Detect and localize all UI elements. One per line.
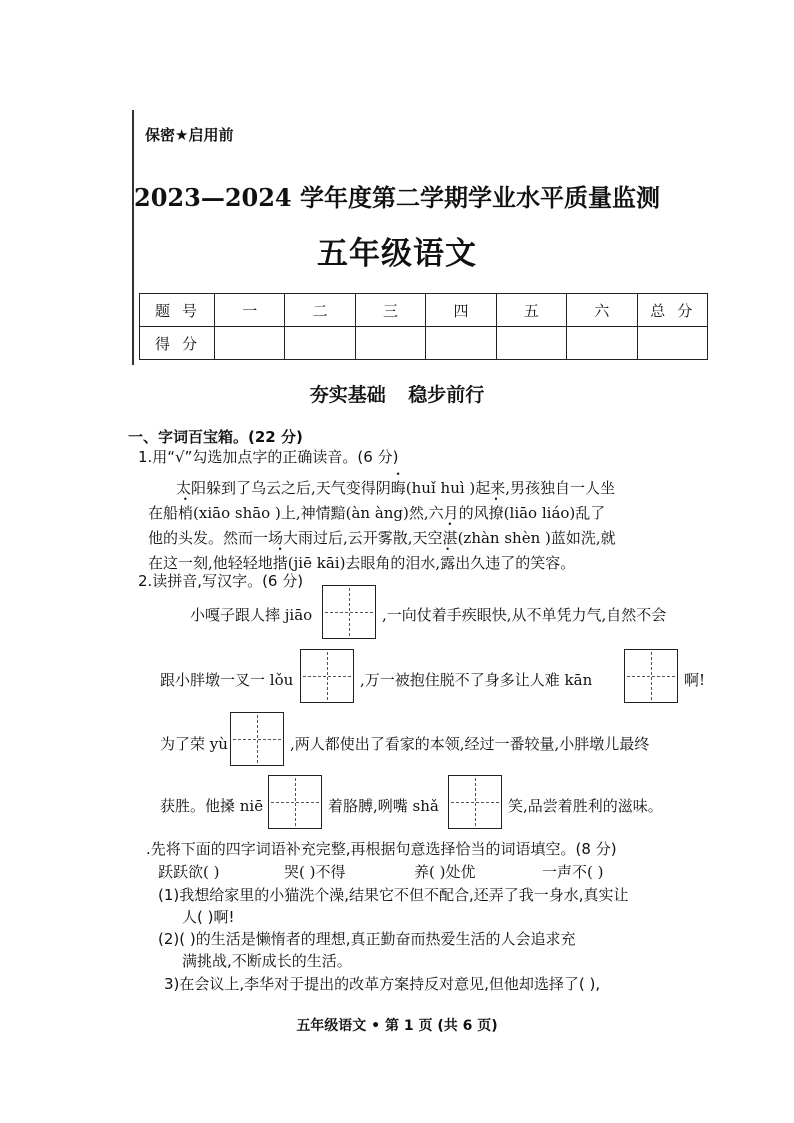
score-cell[interactable] bbox=[567, 327, 637, 360]
dotted-character: 揩 bbox=[272, 554, 288, 572]
text-run: (zhàn shèn )蓝如洗,就 bbox=[457, 529, 616, 547]
text-run: 太阳躲到了乌云之后,天气变得阴 bbox=[176, 479, 391, 497]
score-table-column: 四 bbox=[426, 294, 496, 327]
sentence-line[interactable]: 人( )啊! bbox=[182, 908, 235, 926]
score-table-column: 六 bbox=[567, 294, 637, 327]
score-cell[interactable] bbox=[496, 327, 566, 360]
idiom-blank[interactable]: 一声不( ) bbox=[542, 863, 604, 881]
question-3-prompt: .先将下面的四字词语补充完整,再根据句意选择恰当的词语填空。(8 分) bbox=[146, 840, 617, 858]
dotted-character: 晦 bbox=[390, 479, 406, 497]
dotted-character: 露 bbox=[440, 554, 456, 572]
pinyin-line: ,万一被抱住脱不了身多让人难 kān bbox=[360, 671, 593, 689]
dotted-character: 梢 bbox=[178, 504, 194, 522]
score-table-column: 三 bbox=[355, 294, 425, 327]
idiom-blank[interactable]: 养( )处优 bbox=[414, 863, 476, 881]
character-writing-box[interactable] bbox=[624, 649, 678, 703]
question-1-line bbox=[148, 545, 575, 573]
pinyin-line: 跟小胖墩一叉一 lǒu bbox=[160, 671, 294, 689]
character-writing-box[interactable] bbox=[448, 775, 502, 829]
score-cell[interactable] bbox=[285, 327, 355, 360]
pinyin-line: ,一向仗着手疾眼快,从不单凭力气,自然不会 bbox=[382, 606, 667, 624]
character-writing-box[interactable] bbox=[300, 649, 354, 703]
text-run: (jiē kāi)去眼角的泪水, bbox=[287, 554, 441, 572]
score-table-column: 五 bbox=[496, 294, 566, 327]
score-cell[interactable] bbox=[355, 327, 425, 360]
idiom-blank[interactable]: 跃跃欲( ) bbox=[158, 863, 220, 881]
score-table-column: 一 bbox=[215, 294, 285, 327]
pinyin-line: ,两人都使出了看家的本领,经过一番较量,小胖墩儿最终 bbox=[290, 735, 650, 753]
question-1-prompt: 1.用“√”勾选加点字的正确读音。(6 分) bbox=[138, 448, 399, 466]
score-table-row-label: 题号 bbox=[140, 294, 215, 327]
text-run: (huǐ huì )起来,男孩独自一人坐 bbox=[405, 479, 616, 497]
text-run: 在船 bbox=[148, 504, 179, 522]
sentence-line: (1)我想给家里的小猫洗个澡,结果它不但不配合,还弄了我一身水,真实让 bbox=[158, 886, 629, 904]
text-run: 他的头发。然而一场大雨过后,云开雾散,天空 bbox=[148, 529, 443, 547]
pinyin-line: 着胳膊,咧嘴 shǎ bbox=[328, 797, 439, 815]
character-writing-box[interactable] bbox=[268, 775, 322, 829]
pinyin-line: 为了荣 yù bbox=[160, 735, 228, 753]
motto: 夯实基础 稳步前行 bbox=[309, 384, 485, 406]
score-table-column: 总分 bbox=[637, 294, 707, 327]
text-run: (liāo liáo)乱了 bbox=[503, 504, 606, 522]
dotted-character: 湛 bbox=[442, 529, 458, 547]
score-table-row-label: 得分 bbox=[140, 327, 215, 360]
score-cell[interactable] bbox=[215, 327, 285, 360]
exam-title: 2023—2024 学年度第二学期学业水平质量监测 bbox=[134, 183, 660, 212]
page-footer: 五年级语文 • 第 1 页 (共 6 页) bbox=[296, 1018, 498, 1034]
question-1-line bbox=[148, 495, 605, 523]
exam-subject: 五年级语文 bbox=[317, 236, 477, 272]
pinyin-line: 笑,品尝着胜利的滋味。 bbox=[508, 797, 663, 815]
pinyin-line: 小嘎子跟人摔 jiāo bbox=[190, 606, 313, 624]
score-table-header-row bbox=[140, 294, 708, 327]
text-run: 在这一刻,他轻轻地 bbox=[148, 554, 273, 572]
score-table-score-row bbox=[140, 327, 708, 360]
idiom-blank[interactable]: 哭( )不得 bbox=[284, 863, 346, 881]
score-cell[interactable] bbox=[637, 327, 707, 360]
pinyin-line: 啊! bbox=[684, 671, 706, 689]
sentence-line[interactable]: 3)在会议上,李华对于提出的改革方案持反对意见,但他却选择了( ), bbox=[164, 975, 601, 993]
sentence-line[interactable]: (2)( )的生活是懒惰者的理想,真正勤奋而热爱生活的人会追求充 bbox=[158, 930, 576, 948]
character-writing-box[interactable] bbox=[322, 585, 376, 639]
question-1-line bbox=[148, 520, 616, 548]
text-run: 出久违了的笑容。 bbox=[455, 554, 576, 572]
section-heading: 一、字词百宝箱。(22 分) bbox=[128, 428, 303, 446]
text-run: (xiāo shāo )上,神情黯(àn àng)然,六月的风 bbox=[193, 504, 489, 522]
character-writing-box[interactable] bbox=[230, 712, 284, 766]
question-2-prompt: 2.读拼音,写汉字。(6 分) bbox=[138, 572, 304, 590]
score-table-column: 二 bbox=[285, 294, 355, 327]
confidential-mark: 保密★启用前 bbox=[145, 126, 234, 144]
dotted-character: 撩 bbox=[488, 504, 504, 522]
sentence-line: 满挑战,不断成长的生活。 bbox=[182, 952, 352, 970]
score-table bbox=[139, 293, 708, 360]
score-cell[interactable] bbox=[426, 327, 496, 360]
question-1-line bbox=[176, 470, 615, 498]
pinyin-line: 获胜。他搡 niē bbox=[160, 797, 264, 815]
